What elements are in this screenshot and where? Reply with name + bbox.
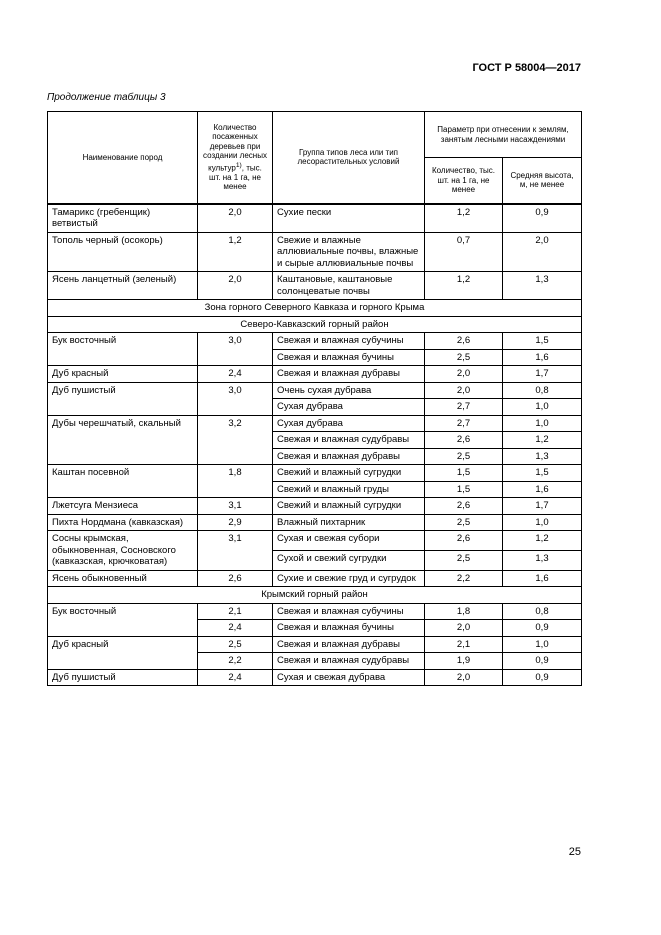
qty-create-cell: 2,4 [198,620,273,637]
param-height-cell: 1,7 [503,498,582,515]
species-cell: Пихта Нордмана (кавказская) [48,514,198,531]
param-height-cell: 1,2 [503,531,582,551]
qty-create-cell: 2,4 [198,669,273,686]
qty-create-cell: 2,0 [198,204,273,233]
species-cell: Тамарикс (гребенщик) ветвистый [48,204,198,233]
param-qty-cell: 2,5 [425,349,503,366]
param-qty-cell: 2,7 [425,415,503,432]
qty-create-cell: 1,2 [198,232,273,272]
group-cell: Сухие и свежие груд и сугрудок [273,570,425,587]
table-row [48,204,582,233]
group-cell: Сухие пески [273,204,425,233]
section-label: Крымский горный район [48,587,582,604]
param-qty-cell: 0,7 [425,232,503,272]
group-cell: Каштановые, каштановые солонцеватые почвы [273,272,425,300]
section-row [48,300,582,317]
table-row [48,514,582,531]
param-qty-cell: 1,5 [425,481,503,498]
table-row [48,465,582,482]
group-cell: Свежий и влажный груды [273,481,425,498]
qty-create-cell: 2,2 [198,653,273,670]
param-qty-cell: 2,0 [425,620,503,637]
param-height-cell: 1,6 [503,349,582,366]
species-table [47,111,582,686]
group-cell: Очень сухая дубрава [273,382,425,399]
param-qty-cell: 2,6 [425,432,503,449]
table-row [48,232,582,272]
species-cell: Бук восточный [48,333,198,366]
species-cell: Тополь черный (осокорь) [48,232,198,272]
param-height-cell: 2,0 [503,232,582,272]
param-qty-cell: 2,5 [425,448,503,465]
qty-create-cell: 2,9 [198,514,273,531]
col-param-header: Параметр при отнесении к землям, занятым лесными насаждениями [425,112,582,158]
table-row [48,415,582,432]
group-cell: Свежая и влажная дубравы [273,448,425,465]
param-height-cell: 1,6 [503,481,582,498]
qty-create-cell: 1,8 [198,465,273,498]
param-qty-cell: 1,9 [425,653,503,670]
param-qty-cell: 2,5 [425,550,503,570]
param-height-cell: 1,5 [503,333,582,350]
param-height-cell: 1,3 [503,272,582,300]
group-cell: Свежий и влажный сугрудки [273,465,425,482]
col-param-qty-header: Количество, тыс. шт. на 1 га, не менее [425,158,503,204]
param-height-cell: 1,5 [503,465,582,482]
group-cell: Влажный пихтарник [273,514,425,531]
param-height-cell: 1,0 [503,514,582,531]
qty-create-cell: 2,6 [198,570,273,587]
param-qty-cell: 2,0 [425,382,503,399]
species-cell: Бук восточный [48,603,198,636]
qty-create-cell: 2,0 [198,272,273,300]
section-label: Зона горного Северного Кавказа и горного Крыма [48,300,582,317]
qty-create-cell: 3,1 [198,498,273,515]
group-cell: Сухая и свежая дубрава [273,669,425,686]
param-height-cell: 1,2 [503,432,582,449]
qty-create-cell: 3,2 [198,415,273,465]
param-qty-cell: 2,1 [425,636,503,653]
group-cell: Свежий и влажный сугрудки [273,498,425,515]
param-height-cell: 0,8 [503,382,582,399]
group-cell: Свежая и влажная дубравы [273,636,425,653]
col-group-header: Группа типов леса или тип лесорастительных условий [273,112,425,204]
qty-create-cell: 2,4 [198,366,273,383]
table-row [48,333,582,350]
species-cell: Дуб красный [48,366,198,383]
group-cell: Сухая и свежая субори [273,531,425,551]
group-cell: Свежая и влажная субучины [273,333,425,350]
species-cell: Дубы черешчатый, скальный [48,415,198,465]
section-row [48,316,582,333]
species-cell: Дуб пушистый [48,382,198,415]
param-height-cell: 0,9 [503,620,582,637]
table-row [48,636,582,653]
param-qty-cell: 1,5 [425,465,503,482]
param-qty-cell: 2,6 [425,498,503,515]
param-height-cell: 1,3 [503,448,582,465]
param-height-cell: 0,9 [503,653,582,670]
param-qty-cell: 2,0 [425,366,503,383]
param-qty-cell: 2,7 [425,399,503,416]
species-cell: Ясень обыкновенный [48,570,198,587]
group-cell: Свежая и влажная субучины [273,603,425,620]
param-qty-cell: 2,5 [425,514,503,531]
param-height-cell: 1,0 [503,636,582,653]
table-row [48,382,582,399]
table-row [48,498,582,515]
qty-create-cell: 2,5 [198,636,273,653]
group-cell: Сухая дубрава [273,415,425,432]
species-cell: Каштан посевной [48,465,198,498]
qty-create-cell: 3,0 [198,382,273,415]
section-row [48,587,582,604]
param-height-cell: 1,3 [503,550,582,570]
param-height-cell: 1,0 [503,399,582,416]
species-cell: Сосны крымская, обыкновенная, Сосновского (кавказская, крючковатая) [48,531,198,571]
table-row [48,603,582,620]
param-qty-cell: 1,8 [425,603,503,620]
group-cell: Свежие и влажные аллювиальные почвы, влажные и сырые аллювиальные почвы [273,232,425,272]
table-row [48,570,582,587]
group-cell: Сухая дубрава [273,399,425,416]
group-cell: Свежая и влажная бучины [273,349,425,366]
param-height-cell: 1,0 [503,415,582,432]
param-qty-cell: 2,0 [425,669,503,686]
species-cell: Ясень ланцетный (зеленый) [48,272,198,300]
param-height-cell: 1,6 [503,570,582,587]
group-cell: Сухой и свежий сугрудки [273,550,425,570]
qty-create-cell: 3,0 [198,333,273,366]
table-continuation-caption: Продолжение таблицы 3 [47,92,166,103]
species-cell: Дуб пушистый [48,669,198,686]
col-qty-create-header: Количество посаженных деревьев при создании лесных культур$^{1)}$, тыс. шт. на 1 га, не менее [198,112,273,204]
section-label: Северо-Кавказский горный район [48,316,582,333]
param-height-cell: 0,9 [503,669,582,686]
group-cell: Свежая и влажная судубравы [273,653,425,670]
param-qty-cell: 1,2 [425,204,503,233]
qty-create-cell: 2,1 [198,603,273,620]
param-height-cell: 1,7 [503,366,582,383]
group-cell: Свежая и влажная дубравы [273,366,425,383]
param-qty-cell: 1,2 [425,272,503,300]
page-number: 25 [568,846,581,858]
species-cell: Дуб красный [48,636,198,669]
species-cell: Лжетсуга Мензиеса [48,498,198,515]
col-species-header: Наименование пород [48,112,198,204]
param-qty-cell: 2,2 [425,570,503,587]
col-param-height-header: Средняя высота, м, не менее [503,158,582,204]
table-row [48,366,582,383]
table-row [48,669,582,686]
standard-code: ГОСТ Р 58004—2017 [472,62,581,74]
param-qty-cell: 2,6 [425,333,503,350]
param-height-cell: 0,8 [503,603,582,620]
param-qty-cell: 2,6 [425,531,503,551]
param-height-cell: 0,9 [503,204,582,233]
group-cell: Свежая и влажная бучины [273,620,425,637]
table-row [48,272,582,300]
group-cell: Свежая и влажная судубравы [273,432,425,449]
table-row [48,531,582,551]
qty-create-cell: 3,1 [198,531,273,571]
